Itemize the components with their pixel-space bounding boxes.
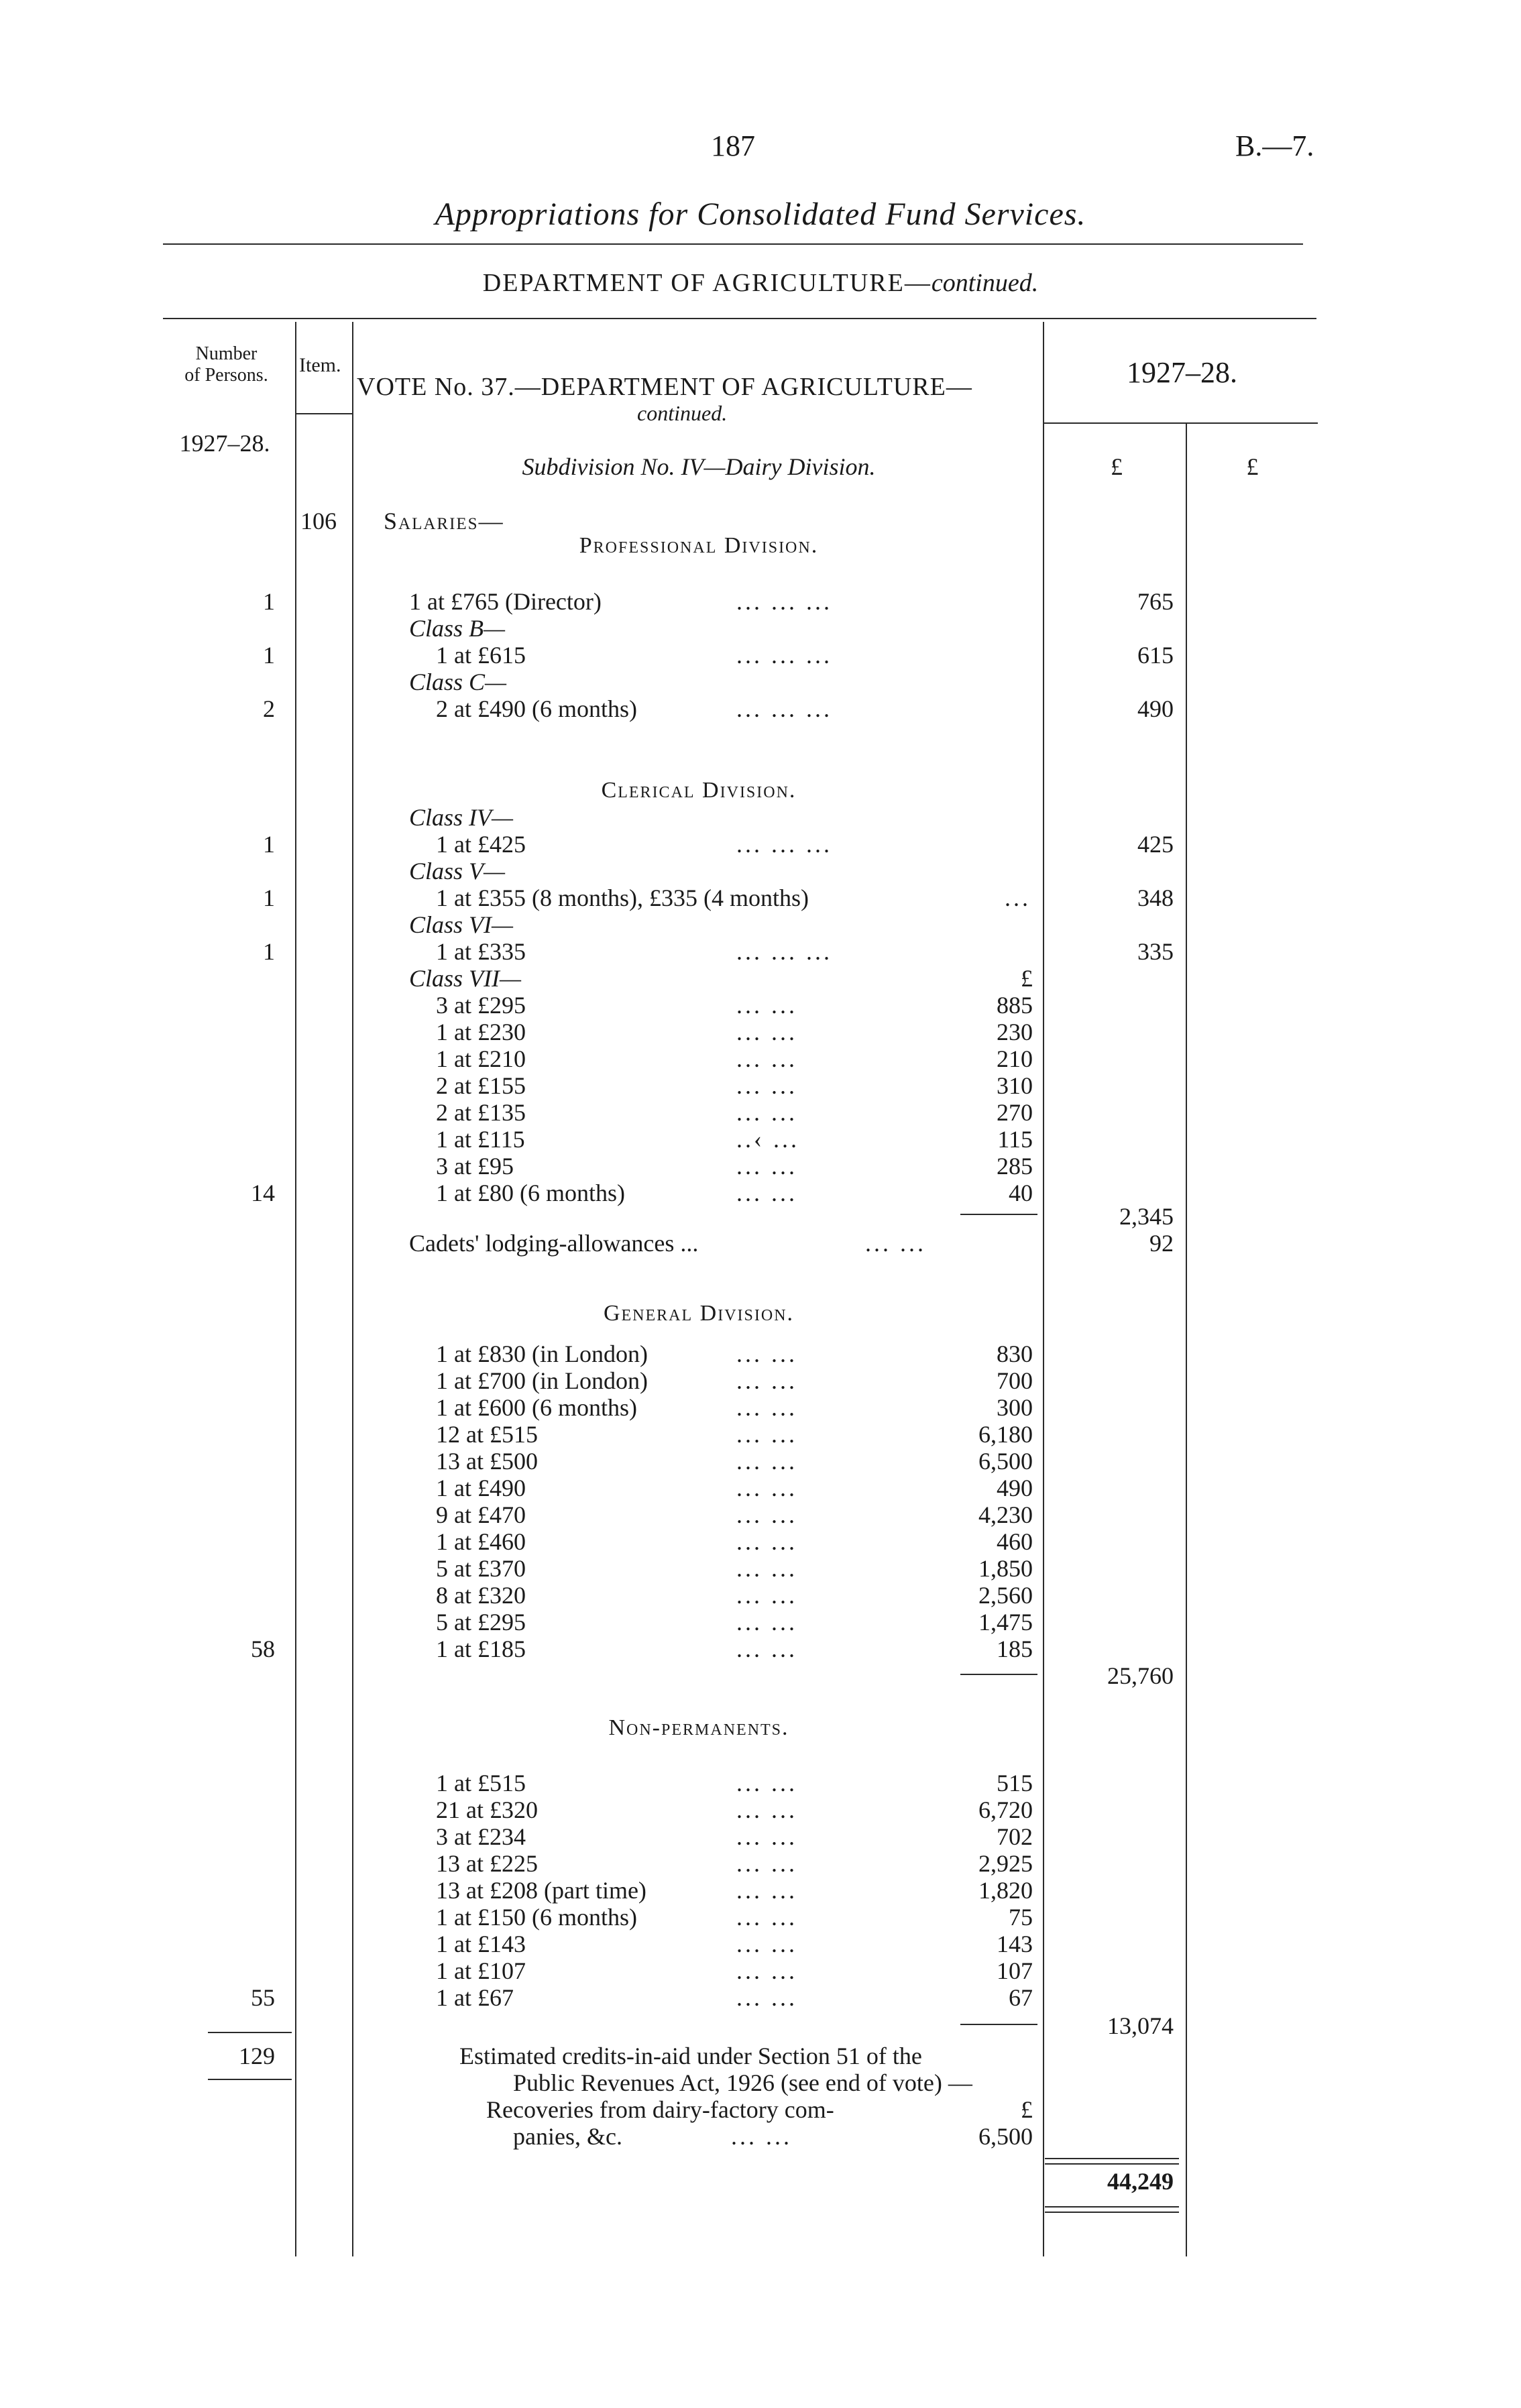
general-row-line: 1 at £600 (6 months) [436, 1394, 637, 1421]
non-permanent-row-line: 1 at £107 [436, 1957, 526, 1984]
persons-total-rule-top [208, 2032, 292, 2033]
grand-total-rule-bottom-2 [1045, 2212, 1179, 2213]
class-vii-row-line: 2 at £135 [436, 1099, 526, 1126]
general-row-line: 12 at £515 [436, 1421, 538, 1448]
general-row-amount: 2,560 [978, 1582, 1033, 1609]
general-row-amount: 1,850 [978, 1555, 1033, 1582]
item-number: 106 [300, 508, 337, 534]
document-reference: B.—7. [1235, 129, 1314, 162]
subdivision-heading: Subdivision No. IV—Dairy Division. [522, 453, 876, 480]
general-row-amount: 185 [997, 1636, 1033, 1662]
clerical-subtotal-rule [960, 1214, 1037, 1215]
credits-line-2: Public Revenues Act, 1926 (see end of vote) — [513, 2069, 972, 2096]
general-row-leader-dots: ... ... [736, 1609, 797, 1636]
item-column-header: Item. [299, 354, 341, 376]
class-vi-leader-dots: ... ... ... [736, 938, 832, 965]
non-permanent-row-leader-dots: ... ... [736, 1931, 797, 1957]
general-row-leader-dots: ... ... [736, 1636, 797, 1662]
director-leader-dots: ... ... ... [736, 588, 832, 615]
class-vii-row-leader-dots: ... ... [736, 992, 797, 1019]
department-name: DEPARTMENT OF AGRICULTURE— [482, 269, 932, 297]
persons-director: 1 [263, 588, 275, 615]
page-title: Appropriations for Consolidated Fund Services. [435, 196, 1086, 232]
class-vii-row-line: 1 at £230 [436, 1019, 526, 1045]
non-permanent-row-leader-dots: ... ... [736, 1957, 797, 1984]
amount-columns-divider [1186, 422, 1187, 2256]
general-row-amount: 700 [997, 1367, 1033, 1394]
general-division-heading: General Division. [603, 1301, 795, 1326]
department-continued: continued. [931, 269, 1039, 297]
persons-class-v: 1 [263, 884, 275, 911]
credits-line-4: panies, &c. [513, 2123, 622, 2150]
class-c-line: 2 at £490 (6 months) [436, 695, 637, 722]
class-vi-amount: 335 [1137, 938, 1174, 965]
persons-year-label: 1927–28. [179, 430, 270, 457]
general-row-line: 1 at £490 [436, 1475, 526, 1501]
class-vii-row-amount: 230 [997, 1019, 1033, 1045]
class-c-amount: 490 [1137, 695, 1174, 722]
general-row-leader-dots: ... ... [736, 1501, 797, 1528]
item-header-rule [295, 413, 352, 414]
non-permanent-row-amount: 2,925 [978, 1850, 1033, 1877]
class-vii-row-amount: 115 [997, 1126, 1033, 1153]
page-number: 187 [711, 129, 755, 162]
clerical-subtotal: 2,345 [1119, 1203, 1174, 1230]
general-row-leader-dots: ... ... [736, 1367, 797, 1394]
class-vii-row-leader-dots: ..‹ ... [736, 1126, 799, 1153]
pound-sign-outer: £ [1246, 453, 1259, 480]
non-permanent-row-leader-dots: ... ... [736, 1877, 797, 1904]
general-row-amount: 6,500 [978, 1448, 1033, 1475]
general-row-line: 1 at £700 (in London) [436, 1367, 648, 1394]
general-row-amount: 830 [997, 1340, 1033, 1367]
table-top-rule [163, 318, 1316, 319]
class-vi-label: Class VI— [409, 911, 514, 938]
class-vii-row-amount: 40 [1009, 1180, 1033, 1206]
non-permanents-heading: Non-permanents. [608, 1715, 789, 1740]
department-heading [0, 268, 1521, 298]
non-permanent-row-line: 13 at £225 [436, 1850, 538, 1877]
non-permanent-row-leader-dots: ... ... [736, 1904, 797, 1931]
non-permanents-subtotal-rule [960, 2024, 1037, 2025]
class-b-line: 1 at £615 [436, 642, 526, 669]
general-row-line: 5 at £295 [436, 1609, 526, 1636]
class-c-label: Class C— [409, 669, 507, 695]
non-permanent-row-amount: 107 [997, 1957, 1033, 1984]
general-row-leader-dots: ... ... [736, 1555, 797, 1582]
class-c-leader-dots: ... ... ... [736, 695, 832, 722]
persons-grand-total: 129 [239, 2043, 275, 2069]
general-row-line: 13 at £500 [436, 1448, 538, 1475]
general-row-leader-dots: ... ... [736, 1528, 797, 1555]
general-row-amount: 300 [997, 1394, 1033, 1421]
non-permanents-subtotal: 13,074 [1107, 2012, 1174, 2039]
class-v-amount: 348 [1137, 884, 1174, 911]
class-v-leader-dots: ... [1005, 884, 1031, 911]
director-line: 1 at £765 (Director) [409, 588, 602, 615]
class-vii-row-amount: 210 [997, 1045, 1033, 1072]
non-permanent-row-line: 1 at £150 (6 months) [436, 1904, 637, 1931]
clerical-division-heading: Clerical Division. [601, 778, 797, 803]
salaries-heading: Salaries— [384, 508, 504, 534]
class-b-label: Class B— [409, 615, 506, 642]
class-vii-label: Class VII— [409, 965, 522, 992]
class-vii-row-line: 3 at £95 [436, 1153, 514, 1180]
grand-total-rule-bottom [1045, 2206, 1179, 2208]
persons-clerical-total: 14 [251, 1180, 275, 1206]
general-row-line: 1 at £830 (in London) [436, 1340, 648, 1367]
persons-header-line2: of Persons. [184, 365, 268, 386]
non-permanent-row-amount: 515 [997, 1770, 1033, 1796]
persons-class-b: 1 [263, 642, 275, 669]
general-row-line: 5 at £370 [436, 1555, 526, 1582]
non-permanent-row-amount: 1,820 [978, 1877, 1033, 1904]
persons-header-line1: Number [195, 343, 258, 364]
class-vii-row-leader-dots: ... ... [736, 1019, 797, 1045]
cadets-allowances-line: Cadets' lodging-allowances ... [409, 1230, 699, 1257]
general-row-line: 8 at £320 [436, 1582, 526, 1609]
general-row-leader-dots: ... ... [736, 1421, 797, 1448]
class-vii-row-leader-dots: ... ... [736, 1099, 797, 1126]
vote-continued: continued. [637, 401, 728, 425]
general-row-line: 1 at £185 [436, 1636, 526, 1662]
non-permanent-row-amount: 702 [997, 1823, 1033, 1850]
director-amount: 765 [1137, 588, 1174, 615]
class-vii-row-amount: 885 [997, 992, 1033, 1019]
class-vii-row-amount: 270 [997, 1099, 1033, 1126]
grand-total: 44,249 [1107, 2168, 1174, 2195]
general-row-leader-dots: ... ... [736, 1475, 797, 1501]
class-vii-row-amount: 285 [997, 1153, 1033, 1180]
class-vi-line: 1 at £335 [436, 938, 526, 965]
grand-total-rule-top-2 [1045, 2163, 1179, 2165]
year-column-header: 1927–28. [1127, 356, 1237, 389]
non-permanent-row-amount: 67 [1009, 1984, 1033, 2011]
class-vii-row-line: 1 at £210 [436, 1045, 526, 1072]
professional-division-heading: Professional Division. [579, 533, 819, 558]
pound-sign-inner: £ [1111, 453, 1123, 480]
class-iv-leader-dots: ... ... ... [736, 831, 832, 858]
persons-class-c: 2 [263, 695, 275, 722]
general-row-leader-dots: ... ... [736, 1394, 797, 1421]
persons-class-vi: 1 [263, 938, 275, 965]
class-vii-row-leader-dots: ... ... [736, 1153, 797, 1180]
non-permanent-row-leader-dots: ... ... [736, 1823, 797, 1850]
general-row-amount: 6,180 [978, 1421, 1033, 1448]
general-row-leader-dots: ... ... [736, 1582, 797, 1609]
general-row-amount: 1,475 [978, 1609, 1033, 1636]
non-permanent-row-leader-dots: ... ... [736, 1984, 797, 2011]
non-permanent-row-line: 21 at £320 [436, 1796, 538, 1823]
class-iv-line: 1 at £425 [436, 831, 526, 858]
cadets-amount: 92 [1149, 1230, 1174, 1257]
non-permanent-row-leader-dots: ... ... [736, 1770, 797, 1796]
class-vii-row-line: 1 at £115 [436, 1126, 525, 1153]
class-vii-row-line: 2 at £155 [436, 1072, 526, 1099]
class-iv-label: Class IV— [409, 804, 514, 831]
non-permanent-row-leader-dots: ... ... [736, 1796, 797, 1823]
class-v-label: Class V— [409, 858, 506, 884]
general-subtotal: 25,760 [1107, 1662, 1174, 1689]
cadets-leader-dots: ... ... [865, 1230, 926, 1257]
description-amount-divider [1043, 322, 1044, 2256]
class-vii-row-leader-dots: ... ... [736, 1045, 797, 1072]
credits-line-3: Recoveries from dairy-factory com- [486, 2096, 834, 2123]
general-row-leader-dots: ... ... [736, 1340, 797, 1367]
non-permanent-row-line: 1 at £143 [436, 1931, 526, 1957]
title-rule [163, 243, 1303, 245]
persons-item-divider [295, 322, 296, 2256]
non-permanent-row-leader-dots: ... ... [736, 1850, 797, 1877]
non-permanent-row-amount: 6,720 [978, 1796, 1033, 1823]
general-row-leader-dots: ... ... [736, 1448, 797, 1475]
non-permanent-row-line: 13 at £208 (part time) [436, 1877, 646, 1904]
persons-general-total: 58 [251, 1636, 275, 1662]
non-permanent-row-amount: 75 [1009, 1904, 1033, 1931]
general-row-line: 1 at £460 [436, 1528, 526, 1555]
item-description-divider [352, 322, 353, 2256]
class-vii-row-amount: 310 [997, 1072, 1033, 1099]
class-vii-row-line: 1 at £80 (6 months) [436, 1180, 625, 1206]
non-permanent-row-amount: 143 [997, 1931, 1033, 1957]
class-iv-amount: 425 [1137, 831, 1174, 858]
non-permanent-row-line: 1 at £515 [436, 1770, 526, 1796]
class-b-amount: 615 [1137, 642, 1174, 669]
non-permanent-row-line: 1 at £67 [436, 1984, 514, 2011]
credits-amount: 6,500 [978, 2123, 1033, 2150]
class-v-line: 1 at £355 (8 months), £335 (4 months) [436, 884, 809, 911]
general-row-amount: 460 [997, 1528, 1033, 1555]
vote-title: VOTE No. 37.—DEPARTMENT OF AGRICULTURE— [357, 373, 972, 401]
year-header-rule [1043, 422, 1318, 424]
persons-column-header [164, 343, 288, 386]
general-subtotal-rule [960, 1674, 1037, 1675]
credits-pound-sign: £ [1021, 2096, 1033, 2123]
credits-leader-dots: ... ... [731, 2123, 792, 2150]
non-permanent-row-line: 3 at £234 [436, 1823, 526, 1850]
general-row-amount: 4,230 [978, 1501, 1033, 1528]
general-row-line: 9 at £470 [436, 1501, 526, 1528]
persons-non-permanents-total: 55 [251, 1984, 275, 2011]
class-vii-pound-sign: £ [1021, 965, 1033, 992]
grand-total-rule-top [1045, 2158, 1179, 2159]
credits-line-1: Estimated credits-in-aid under Section 51 of the [459, 2043, 922, 2069]
class-vii-row-line: 3 at £295 [436, 992, 526, 1019]
general-row-amount: 490 [997, 1475, 1033, 1501]
class-vii-row-leader-dots: ... ... [736, 1180, 797, 1206]
class-b-leader-dots: ... ... ... [736, 642, 832, 669]
persons-class-iv: 1 [263, 831, 275, 858]
class-vii-row-leader-dots: ... ... [736, 1072, 797, 1099]
persons-total-rule-bottom [208, 2079, 292, 2080]
